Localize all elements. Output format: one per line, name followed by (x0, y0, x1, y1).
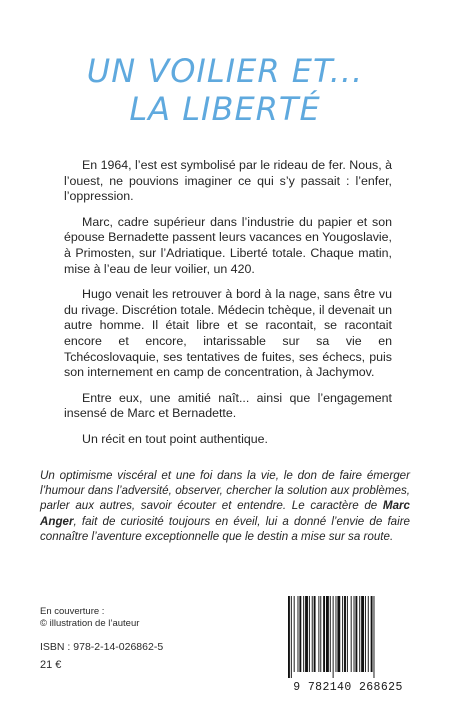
barcode-bars (286, 596, 410, 680)
barcode-bar (365, 596, 366, 672)
synopsis-paragraph: Entre eux, une amitié naît... ainsi que l’engagement insensé de Marc et Bernadette. (64, 390, 392, 421)
barcode-bar (337, 596, 340, 672)
price: 21 € (40, 659, 62, 671)
barcode-bar (326, 596, 329, 672)
barcode-bar (298, 596, 299, 672)
barcode-bar (303, 596, 304, 672)
barcode-bar (374, 596, 375, 678)
barcode-bar (336, 596, 337, 672)
barcode-bar (299, 596, 301, 672)
barcode-bar (318, 596, 319, 672)
blurb-text: , fait de curiosité toujours en éveil, lui a donné l’envie de faire connaître l’aventure exceptionnelle que le destin a mise sur sa route. (40, 514, 410, 543)
barcode-bar (294, 596, 295, 672)
barcode-bar (351, 596, 352, 672)
author-name: Marc Anger (40, 499, 410, 528)
isbn: ISBN : 978-2-14-026862-5 (40, 641, 164, 653)
barcode-bar (305, 596, 308, 672)
barcode-bar (344, 596, 346, 672)
barcode-bar (368, 596, 369, 672)
barcode-bar (359, 596, 360, 672)
book-title-line1: UN VOILIER ET... (86, 52, 364, 90)
barcode-number: 9 782140 268625 (293, 681, 403, 694)
barcode-bar (291, 596, 292, 678)
synopsis-paragraph: Un récit en tout point authentique. (82, 431, 268, 446)
blurb-text: Un optimisme viscéral et une foi dans la vie, le don de faire émerger l’humour dans l’adversité, observer, chercher la solution aux problèmes, parler aux autres, savoir écouter et entendre. Le caractère de (40, 469, 410, 513)
barcode-bar (309, 596, 310, 672)
barcode-bar (288, 596, 290, 678)
credit-line: © illustration de l’auteur (40, 618, 140, 629)
credit-line: En couverture : (40, 606, 105, 617)
synopsis (64, 158, 392, 458)
synopsis-paragraph: Marc, cadre supérieur dans l’industrie du papier et son épouse Bernadette passent leurs vacances en Yougoslavie, à Primosten, sur l’Adriatique. Liberté totale. Chaque matin, mise à l’eau de leur voilier, un 420. (64, 214, 392, 276)
author-blurb (40, 468, 410, 544)
synopsis-paragraph: En 1964, l’est est symbolisé par le rideau de fer. Nous, à l’ouest, ne pouvions imaginer ce qui s’y passait : l’enfer, l’oppression. (64, 158, 392, 204)
barcode (286, 596, 410, 688)
barcode-bar (354, 596, 355, 672)
barcode-bar (361, 596, 364, 672)
barcode-bar (342, 596, 343, 672)
barcode-bar (371, 596, 373, 672)
barcode-bar (314, 596, 316, 672)
barcode-bar (333, 596, 334, 678)
barcode-bar (323, 596, 325, 672)
barcode-bar (312, 596, 313, 672)
synopsis-paragraph: Hugo venait les retrouver à bord à la nage, sans être vu du rivage. Discrétion totale. Médecin tchèque, il devenait un autre homme. Il était libre et se racontait, se racontait encore et encore, intarissable sur sa vie en Tchécoslovaquie, ses tentatives de fuites, ses échecs, puis son internement en camp de concentration, à Jachymov. (64, 287, 392, 380)
barcode-bar (320, 596, 321, 672)
cover-credits (40, 606, 139, 630)
book-title-line2: LA LIBERTÉ (129, 90, 321, 128)
barcode-bar (347, 596, 348, 672)
barcode-bar (355, 596, 357, 672)
barcode-bar (330, 596, 331, 672)
